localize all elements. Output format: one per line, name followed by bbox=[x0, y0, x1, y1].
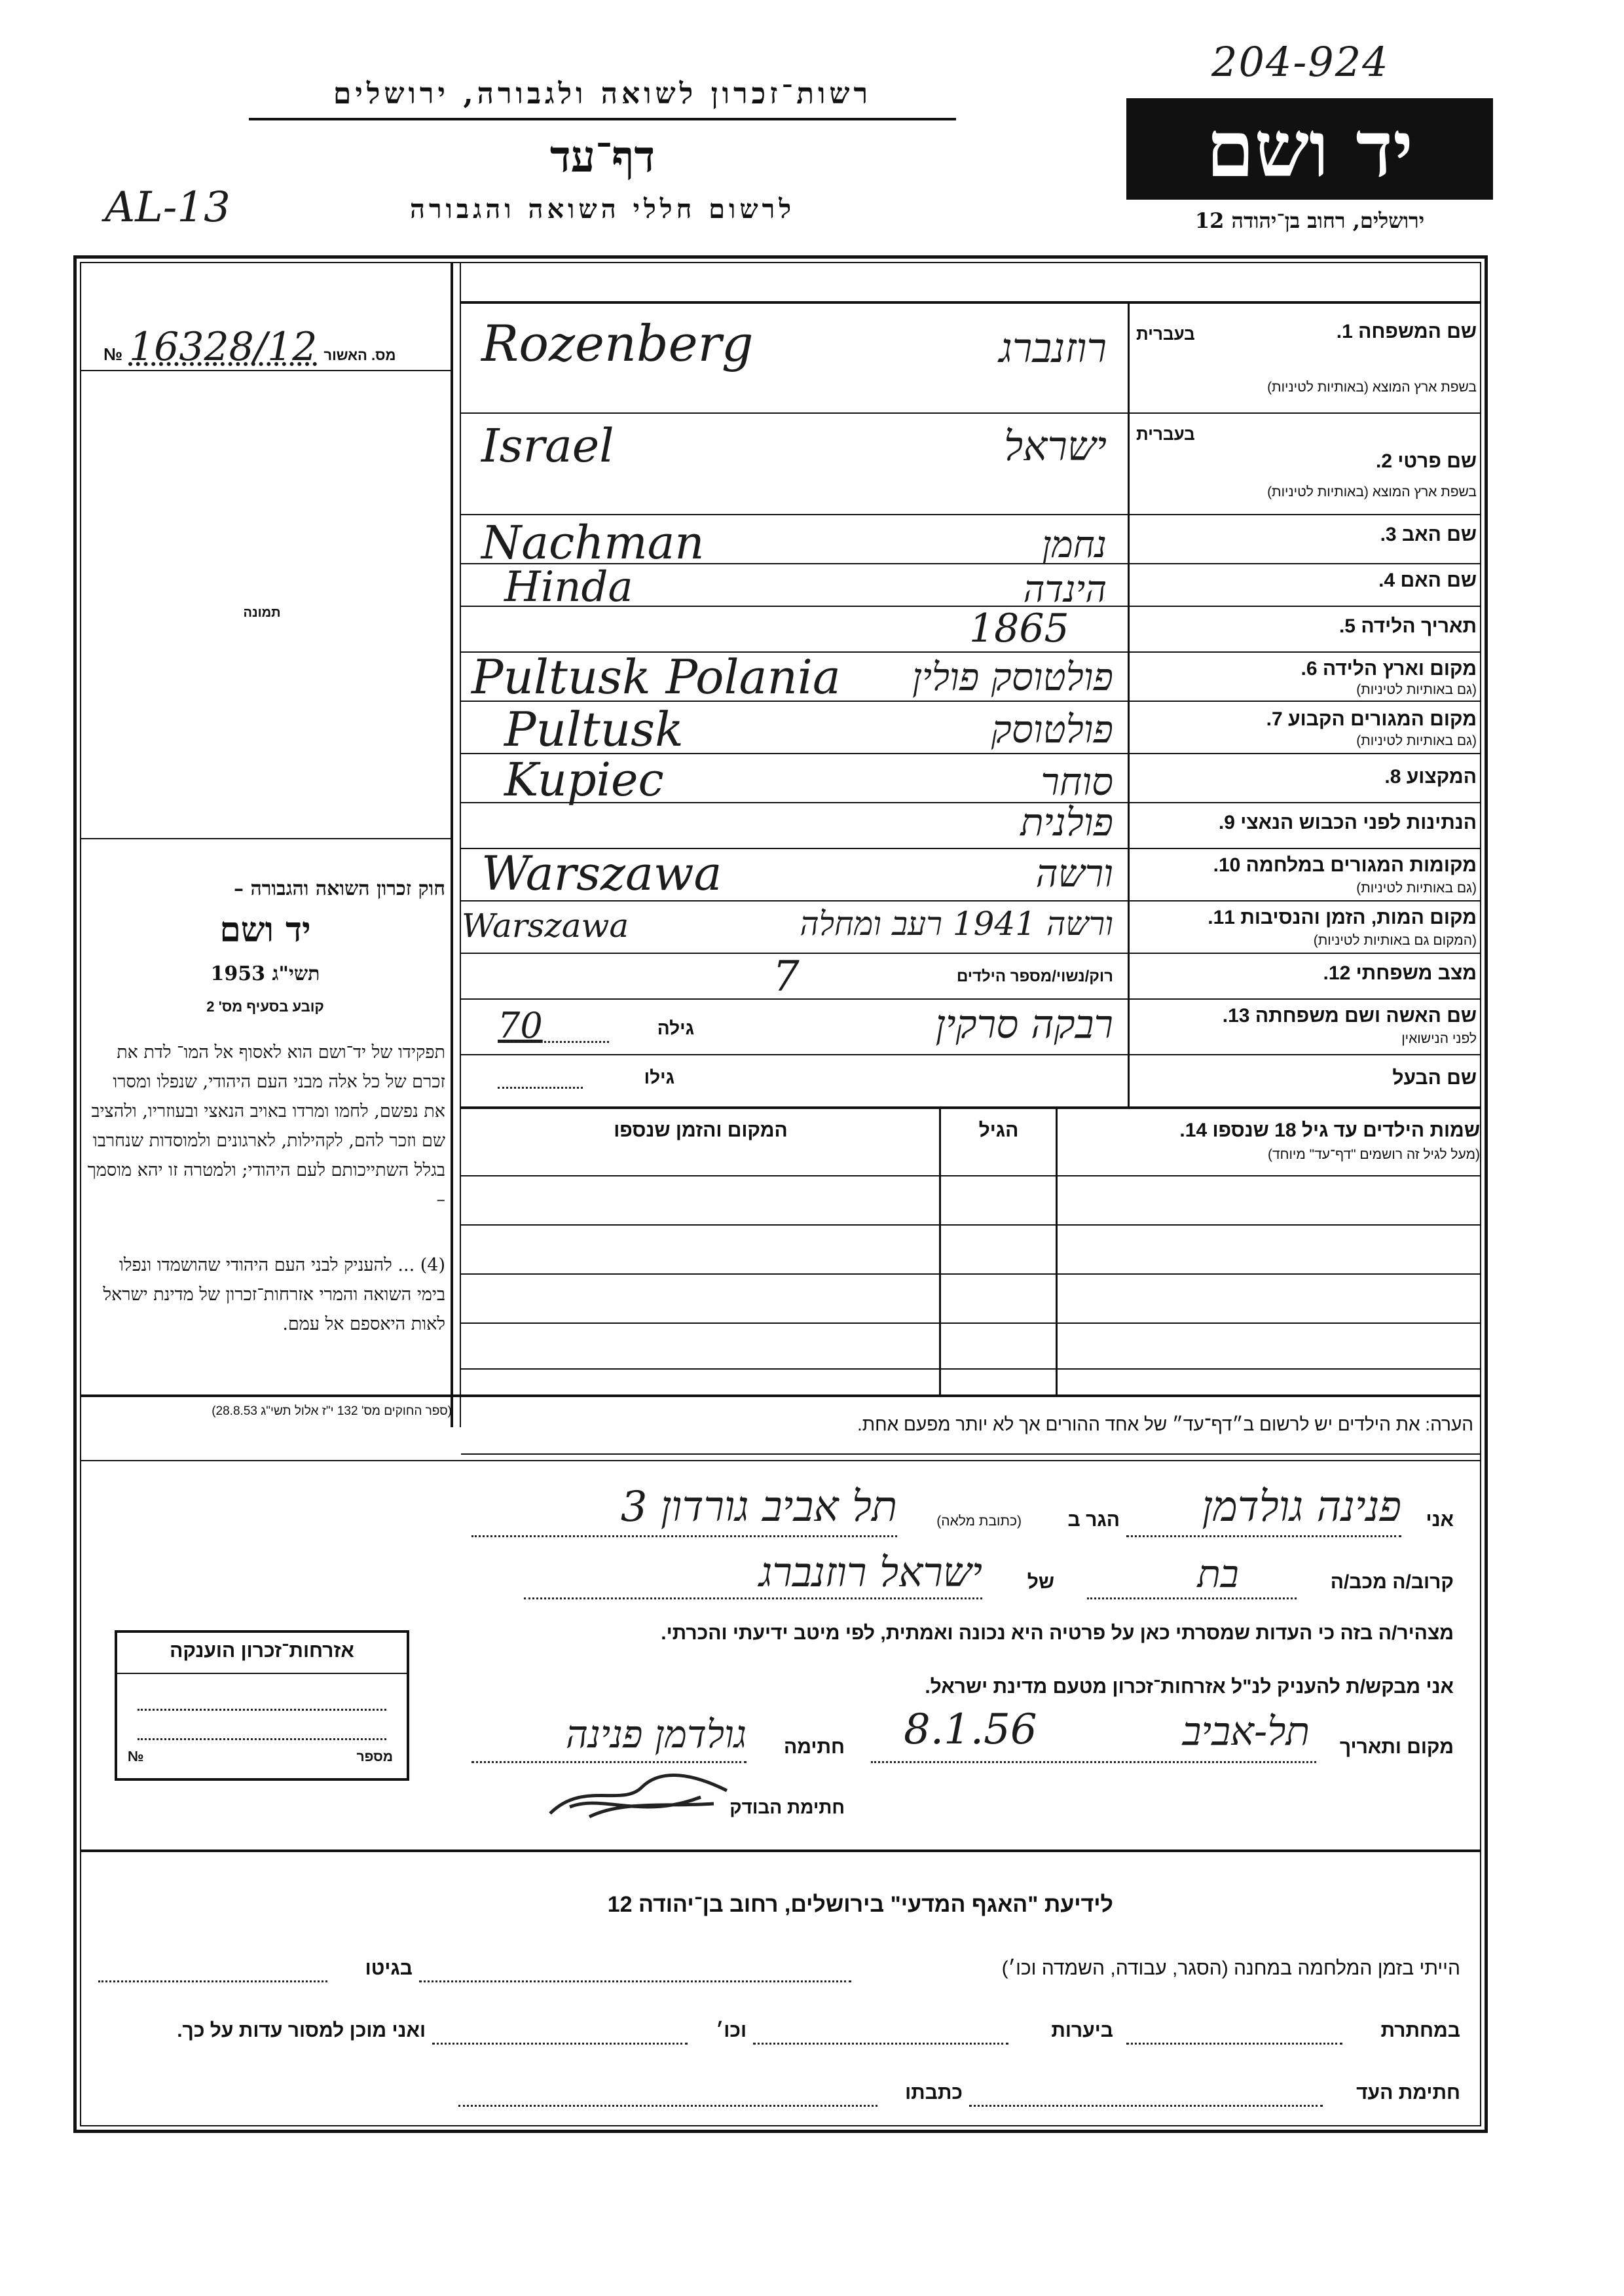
mother-hebrew: הינדה bbox=[1023, 568, 1107, 611]
field-3-label: שם האב 3. bbox=[1380, 524, 1477, 545]
footer-witness-signature: חתימת העד bbox=[1356, 2082, 1460, 2104]
decl-signature: גולדמן פנינה bbox=[566, 1712, 747, 1757]
death-details-hebrew: ורשה 1941 רעב ומחלה bbox=[800, 905, 1113, 943]
footer-testimony: ואני מוכן למסור עדות על כך. bbox=[177, 2020, 426, 2041]
children-count: 7 bbox=[773, 953, 800, 1001]
field-13-sub: לפני הנישואין bbox=[1401, 1031, 1477, 1046]
firstname-hebrew: ישראל bbox=[1004, 422, 1107, 470]
field-4-label: שם האם 4. bbox=[1378, 570, 1477, 591]
husband-label: שם הבעל bbox=[1392, 1067, 1477, 1089]
field-1-lang: בעברית bbox=[1136, 324, 1195, 344]
checker-label: חתימת הבודק bbox=[729, 1797, 845, 1817]
law-year: תשי"ג 1953 bbox=[210, 962, 320, 985]
decl-relation-label: קרוב/ה מכב/ה bbox=[1330, 1571, 1454, 1593]
children-col-place: המקום והזמן שנספו bbox=[614, 1120, 788, 1141]
decl-address-hint: (כתובת מלאה) bbox=[936, 1514, 1022, 1529]
marital-sublabel: רוק/נשוי/מספר הילדים bbox=[956, 968, 1113, 985]
decl-request: אני מבקש/ת להעניק לנ"ל אזרחות־זכרון מטעם מדינת ישראל. bbox=[925, 1676, 1454, 1698]
field-1-sub: בשפת ארץ המוצא (באותיות לטיניות) bbox=[1267, 380, 1477, 395]
law-name: יד ושם bbox=[219, 910, 311, 950]
law-reference: (ספר החוקים מס' 132 י"ז אלול תשי"ג 28.8.53) bbox=[212, 1404, 452, 1418]
wife-age: 70 bbox=[498, 1005, 543, 1046]
footer-camp-line: הייתי בזמן המלחמה במחנה (הסגר, עבודה, השמדה וכו׳) bbox=[1001, 1958, 1460, 1979]
field-10-label: מקומות המגורים במלחמה 10. bbox=[1213, 854, 1477, 876]
decl-statement: מצהיר/ה בזה כי העדות שמסרתי כאן על פרטיה היא נכונה ואמתית, לפי מיטב ידיעתי והכרתי. bbox=[661, 1622, 1454, 1644]
nationality-hebrew: פולנית bbox=[1020, 800, 1113, 845]
children-label: שמות הילדים עד גיל 18 שנספו 14. bbox=[1179, 1120, 1480, 1141]
surname-hebrew: רוזנברג bbox=[999, 324, 1107, 372]
father-latin: Nachman bbox=[481, 516, 705, 570]
law-paragraph-1: תפקידו של יד־ושם הוא לאסוף אל המו־ לדת את זכרם של כל אלה מבני העם היהודי, שנפלו ומסרו את נפשם, לחמו ומרדו באויב הנאצי ובעוזריו, ולהציב שם וזכר להם, לקהילות, לארגונים ולמוסדות שנחרבו בגלל השתייכותם לעם היהודי; ולמטרה זו יהא מוסמך – bbox=[87, 1042, 445, 1210]
footer-etc: וכו׳ bbox=[716, 2020, 747, 2041]
decl-date: 8.1.56 bbox=[904, 1705, 1037, 1754]
header-address: ירושלים, רחוב בן־יהודה 12 bbox=[1194, 208, 1425, 233]
field-6-sub: (גם באותיות לטיניות) bbox=[1356, 682, 1477, 697]
children-col-age: הגיל bbox=[978, 1120, 1019, 1141]
firstname-latin: Israel bbox=[481, 419, 614, 473]
law-clause: קובע בסעיף מס' 2 bbox=[206, 998, 324, 1015]
footer-underground: במחתרת bbox=[1380, 2020, 1460, 2041]
form-subtitle: לרשום חללי השואה והגבורה bbox=[409, 194, 796, 225]
wartime-residence-latin: Warszawa bbox=[481, 846, 722, 901]
profession-hebrew: סוחר bbox=[1041, 759, 1113, 804]
declarant-name: פנינה גולדמן bbox=[1202, 1483, 1401, 1531]
form-title: דף־עד bbox=[549, 131, 655, 182]
decl-relation: בת bbox=[1197, 1552, 1239, 1596]
folder-code: AL-13 bbox=[105, 183, 231, 232]
profession-latin: Kupiec bbox=[504, 753, 664, 807]
field-11-sub: (המקום גם באותיות לטיניות) bbox=[1313, 933, 1477, 948]
field-13-label: שם האשה ושם משפחתה 13. bbox=[1222, 1005, 1477, 1027]
father-hebrew: נחמן bbox=[1042, 524, 1107, 566]
birth-date: 1865 bbox=[969, 606, 1069, 651]
field-6-label: מקום וארץ הלידה 6. bbox=[1301, 658, 1477, 680]
wife-name: רבקה סרקין bbox=[935, 1002, 1113, 1048]
field-10-sub: (גם באותיות לטיניות) bbox=[1356, 881, 1477, 896]
wife-age-label: גילה bbox=[657, 1018, 694, 1038]
residence-hebrew: פולטוסק bbox=[991, 707, 1113, 752]
footer-forests: ביערות bbox=[1051, 2020, 1113, 2041]
husband-age-label: גילו bbox=[644, 1067, 674, 1087]
decl-of-label: של bbox=[1027, 1571, 1054, 1593]
field-1-label: שם המשפחה 1. bbox=[1336, 321, 1477, 342]
registry-number: № 16328/12 מס. האשור bbox=[103, 324, 396, 370]
children-note: הערה: את הילדים יש לרשום ב״דף־עד״ של אחד ההורים אך לא יותר מפעם אחת. bbox=[857, 1414, 1473, 1434]
field-7-sub: (גם באותיות לטיניות) bbox=[1356, 733, 1477, 748]
checker-signature-scribble bbox=[544, 1768, 733, 1827]
decl-resident-label: הגר ב bbox=[1067, 1509, 1120, 1531]
citizenship-title: אזרחות־זכרון הוענקה bbox=[170, 1640, 354, 1662]
citizenship-number-prefix: № bbox=[128, 1748, 144, 1764]
field-12-label: מצב משפחתי 12. bbox=[1323, 962, 1477, 984]
law-title: חוק זכרון השואה והגבורה – bbox=[234, 877, 445, 900]
decl-signature-label: חתימה bbox=[783, 1736, 845, 1758]
birthplace-hebrew: פולטוסק פולין bbox=[912, 655, 1113, 699]
footer-address-label: כתבתו bbox=[905, 2082, 963, 2104]
surname-latin: Rozenberg bbox=[481, 314, 754, 373]
death-place-latin: Warszawa bbox=[462, 907, 629, 945]
children-sub: (מעל לגיל זה רושמים "דף־עד" מיוחד) bbox=[1268, 1147, 1480, 1162]
residence-latin: Pultusk bbox=[504, 702, 684, 757]
institution-name: רשות־זכרון לשואה ולגבורה, ירושלים bbox=[333, 77, 872, 111]
decl-of-name: ישראל רוזנברג bbox=[758, 1548, 982, 1596]
field-2-label: שם פרטי 2. bbox=[1375, 450, 1477, 472]
decl-ani: אני bbox=[1426, 1509, 1454, 1531]
archive-number: 204-924 bbox=[1211, 38, 1390, 86]
field-9-label: הנתינות לפני הכבוש הנאצי 9. bbox=[1218, 812, 1477, 833]
footer-ghetto: בגיטו bbox=[365, 1958, 413, 1979]
citizenship-number-label: מספר bbox=[356, 1749, 393, 1764]
field-5-label: תאריך הלידה 5. bbox=[1338, 615, 1477, 637]
mother-latin: Hinda bbox=[504, 563, 633, 611]
law-paragraph-2: (4) ... להעניק לבני העם היהודי שהושמדו ונפלו בימי השואה והמרי אזרחות־זכרון של מדינת ישראל לאות היאספם אל עמם. bbox=[103, 1255, 445, 1334]
field-8-label: המקצוע 8. bbox=[1384, 766, 1477, 788]
decl-place-date-label: מקום ותאריך bbox=[1339, 1736, 1454, 1758]
field-7-label: מקום המגורים הקבוע 7. bbox=[1266, 708, 1477, 730]
decl-place: תל-אביב bbox=[1182, 1709, 1310, 1755]
field-11-label: מקום המות, הזמן והנסיבות 11. bbox=[1208, 907, 1477, 928]
field-2-lang: בעברית bbox=[1136, 424, 1195, 444]
wartime-residence-hebrew: ורשה bbox=[1035, 851, 1113, 896]
field-2-sub: בשפת ארץ המוצא (באותיות לטיניות) bbox=[1267, 484, 1477, 500]
footer-heading: לידיעת "האגף המדעי" בירושלים, רחוב בן־יהודה 12 bbox=[607, 1892, 1113, 1917]
yad-vashem-logo: יד ושם bbox=[1126, 98, 1493, 200]
declarant-address: תל אביב גורדון 3 bbox=[620, 1483, 897, 1531]
photo-label: תמונה bbox=[243, 606, 281, 620]
birthplace-latin: Pultusk Polania bbox=[471, 649, 841, 704]
